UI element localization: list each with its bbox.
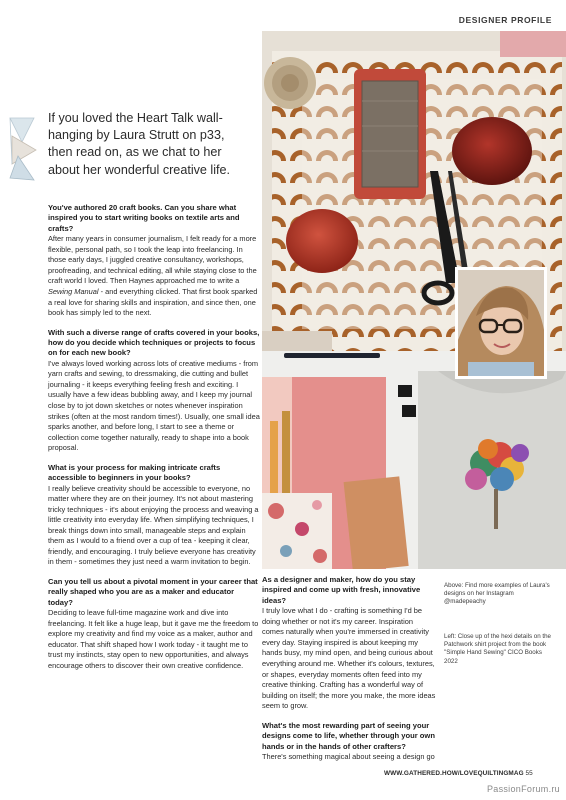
question-heading: Can you tell us about a pivotal moment in your career that really shaped who you are as a maker and educator today?: [48, 576, 258, 607]
question-heading: As a designer and maker, how do you stay inspired and come up with fresh, innovative ideas?: [262, 575, 421, 605]
question-heading: You've authored 20 craft books. Can you share what inspired you to start writing books on textile arts and crafts?: [48, 203, 240, 233]
question-heading: What is your process for making intricate crafts accessible to beginners in your books?: [48, 462, 221, 483]
author-portrait-photo: [455, 267, 547, 379]
answer-paragraph: Deciding to leave full-time magazine work and dive into freelancing. It felt like a huge leap, but it gave me the freedom to explore my creativity and find my voice as a maker, author and educator. That shift shaped how I work today - it taught me to trust my instincts, stay open to new opportunities, and always encourage others to discover their own creative confidence.: [48, 608, 259, 670]
answer-paragraph: After many years in consumer journalism, I felt ready for a more flexible, personal path, so I took the leap into freelancing. In those early days, I juggled creative consultancy, workshops, proofreading, and technical editing, all while staying close to the craft world I loved. Then Haynes approached me to write a Sewing Manual - and everything clicked. That first book sparked a real love for sharing skills and inspiration, and since then, one book has simply led to the next.: [48, 234, 258, 318]
footer-url[interactable]: WWW.GATHERED.HOW/LOVEQUILTINGMAG: [384, 770, 524, 777]
decorative-triangles: [8, 116, 38, 182]
article-column-left: [48, 203, 260, 671]
page-footer: [384, 770, 533, 777]
answer-paragraph: I've always loved working across lots of creative mediums - from yarn crafts and sewing, to dressmaking, die cutting and bullet journaling - it keeps everything feeling fresh and exciting. I usually have a few ideas bubbling away, and I keep my journal close by to jot down sketches or notes whenever inspiration strikes (often at the most random times!). Usually, one small idea sparks another, and before long, I start to see a theme or collection come together naturally, ready to shape into a book proposal.: [48, 358, 260, 453]
article-column-right: [262, 575, 436, 762]
notebook-embroidery-illustration: [262, 351, 566, 569]
intro-paragraph: If you loved the Heart Talk wall-hanging by Laura Strutt on p33, then read on, as we chat to her about her wonderful creative life.: [48, 111, 231, 177]
embroidery-notebook-photo: [262, 351, 566, 569]
portrait-illustration: [458, 270, 544, 376]
question-heading: What's the most rewarding part of seeing your designs come to life, whether through your own hands or in the hands of other crafters?: [262, 720, 435, 751]
watermark: PassionForum.ru: [486, 784, 560, 794]
caption-left: Left: Close up of the hexi details on the Patchwork shirt project from the book "Simple Hand Sewing" CICO Books 2022: [444, 633, 551, 665]
answer-paragraph: I really believe creativity should be accessible to everyone, no matter where they are on their journey. It's not about mastering tricky techniques - it's about enjoying the process and weaving a little creativity into everyday life. When simplifying techniques, I break things down into small, manageable steps and explain them as I would to a friend over a cup of tea - keeping it clear, friendly, and encouraging. I truly believe everyone has creativity in them - sometimes they just need a warm invitation to begin.: [48, 483, 259, 567]
answer-paragraph: There's something magical about seeing a design go: [262, 751, 435, 761]
answer-paragraph: I truly love what I do - crafting is something I'd be doing whether or not it's my career. Inspiration comes naturally when you're immersed in creativity every day. Staying inspired is about keeping my hands busy, my mind open, and being curious about everything around me. Whether it's colours, textures, or shapes, everyday moments often feed into my creative thinking. Crafting has a wonderful way of building on itself; the more you make, the more ideas seem to grow.: [262, 606, 436, 711]
page-number: 55: [525, 770, 533, 777]
caption-above: Above: Find more examples of Laura's designs on her Instagram @madepeachy: [444, 582, 550, 606]
section-tag: DESIGNER PROFILE: [458, 15, 552, 25]
question-heading: With such a diverse range of crafts covered in your books, how do you decide which techniques or projects to focus on for each new book?: [48, 327, 260, 358]
